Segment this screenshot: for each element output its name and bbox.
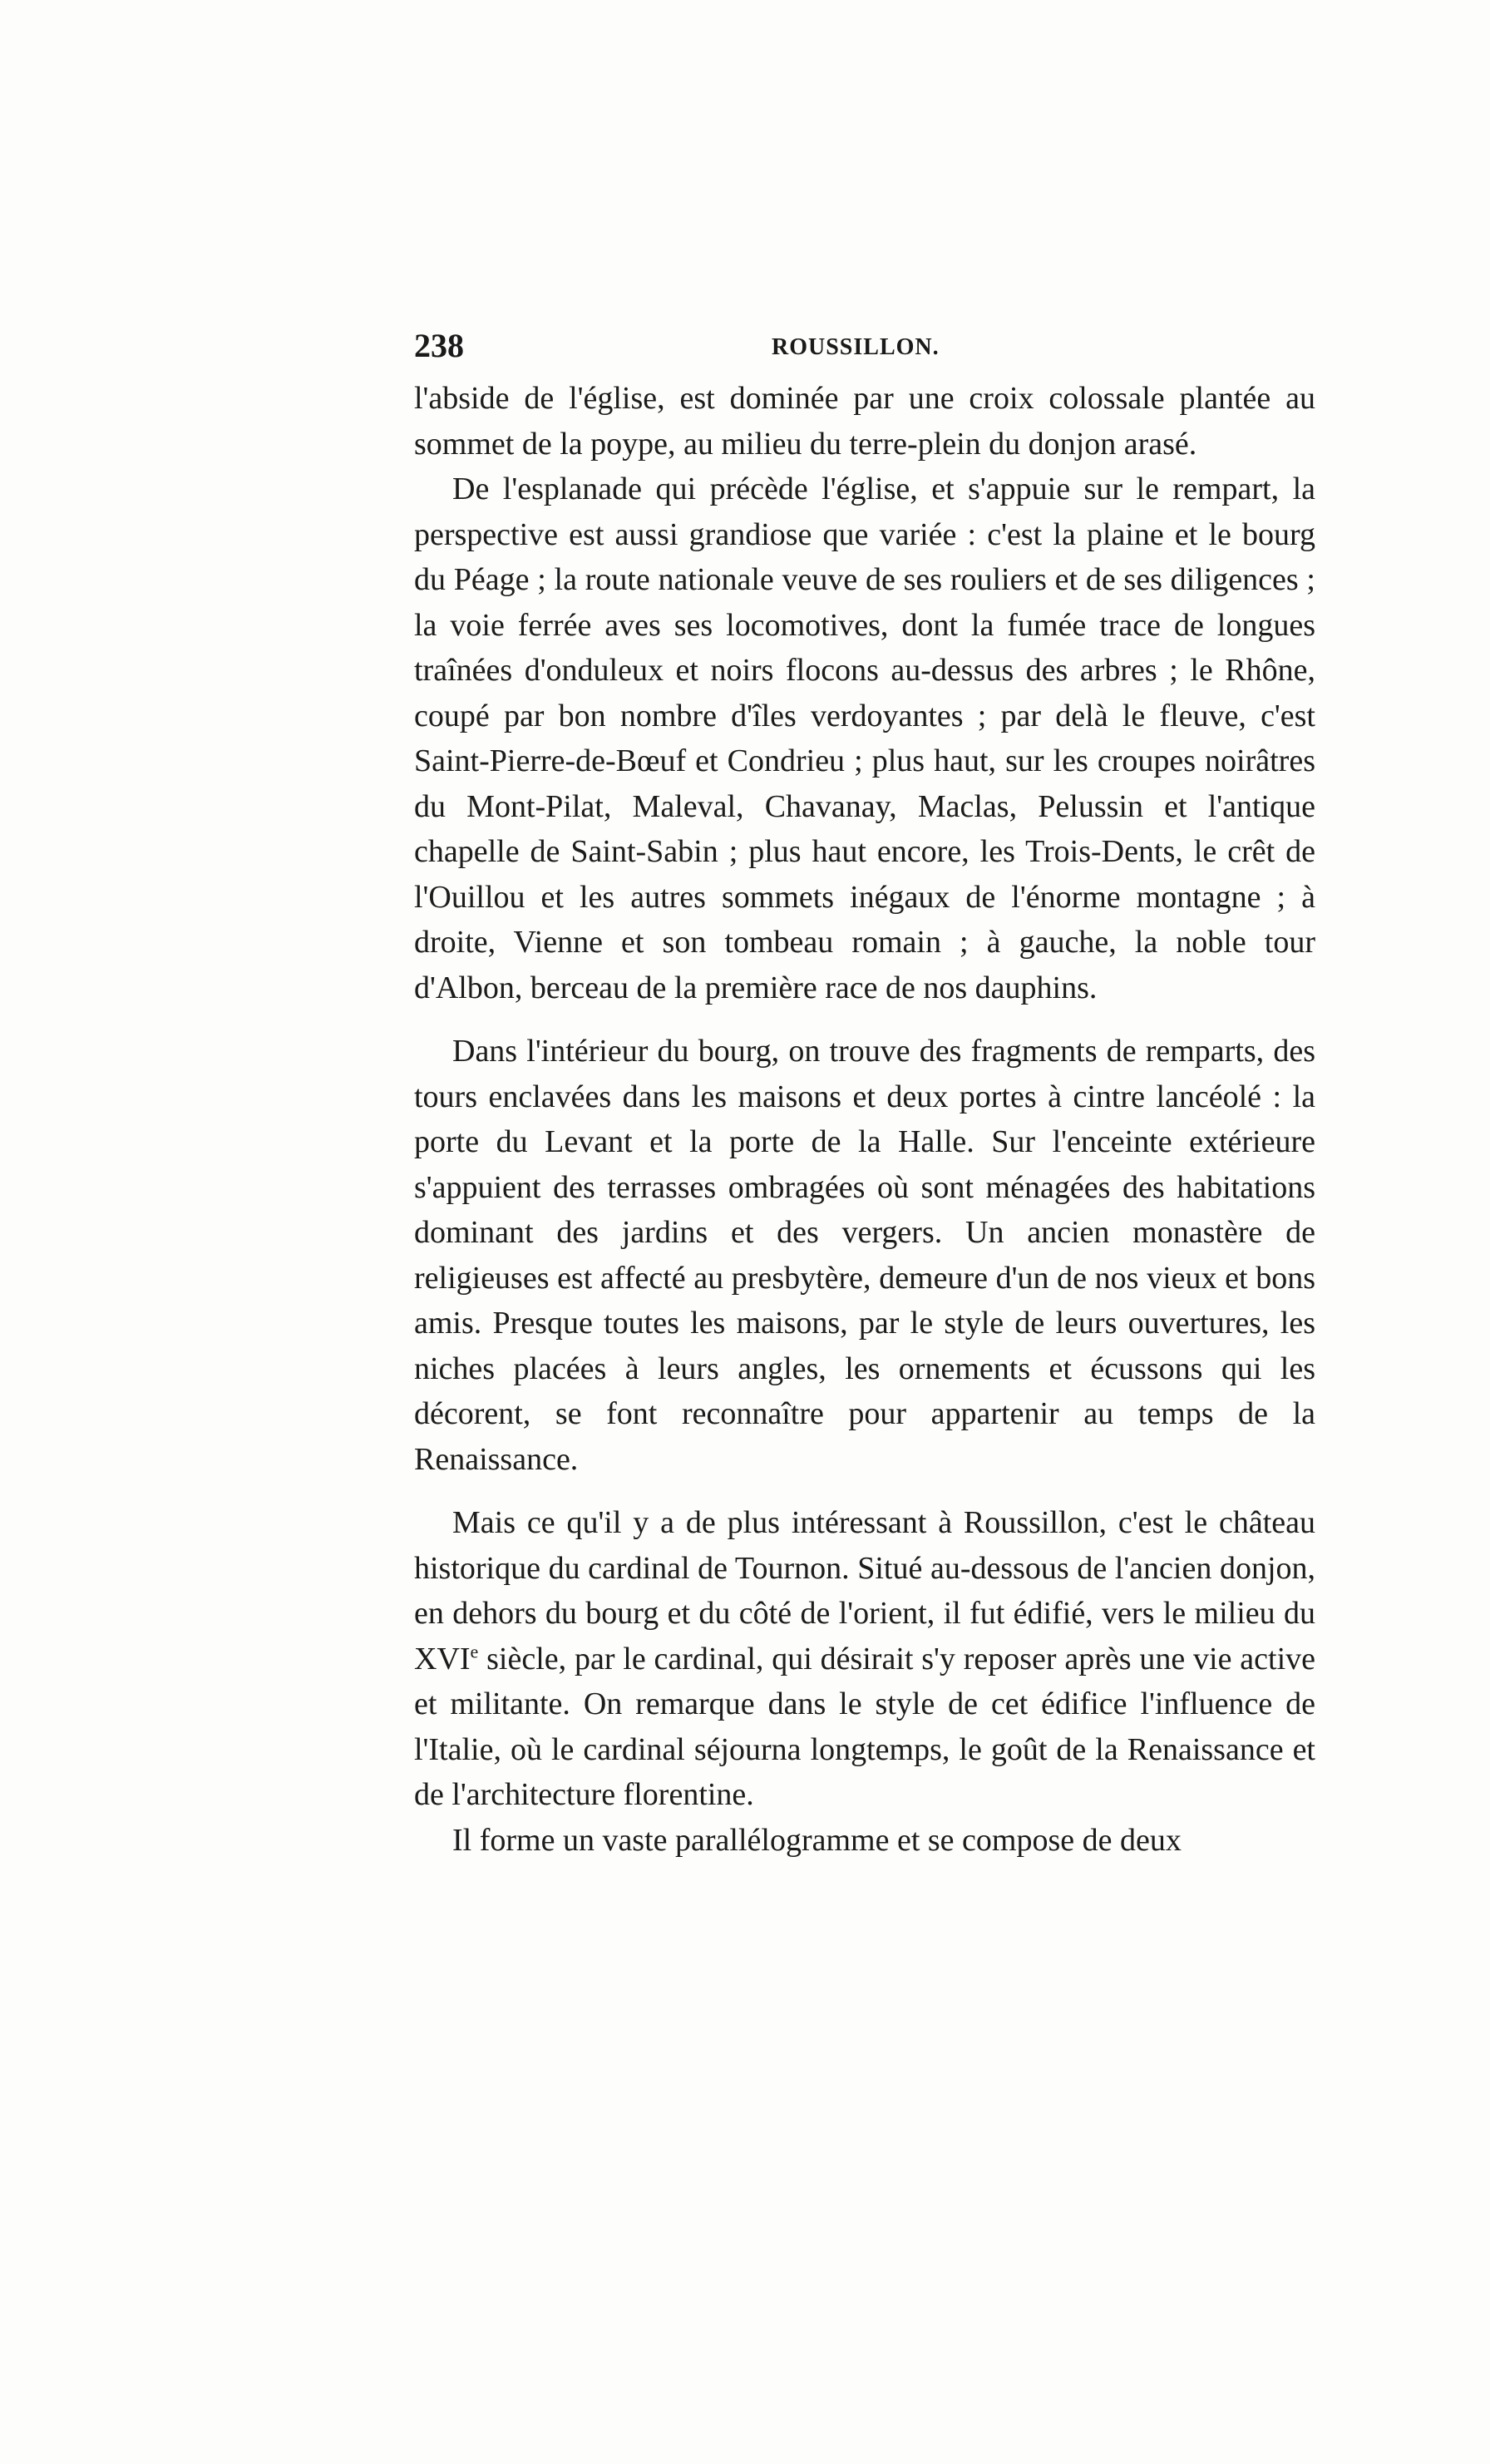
paragraph-bourg: Dans l'intérieur du bourg, on trouve des fragments de remparts, des tours enclavées dans les maisons et deux portes à cintre lancéolé : la porte du Levant et la porte de la Halle. Sur l'enceinte extérieure s'appuient des terrasses ombragées où sont ménagées des habitations dominant des jardins et des vergers. Un ancien monastère de religieuses est affecté au presbytère, demeure d'un de nos vieux et bons amis. Presque toutes les maisons, par le style de leurs ouvertures, les niches placées à leurs angles, les ornements et écussons qui les décorent, se font reconnaître pour appartenir au temps de la Renaissance. [414,1034,1315,1477]
page-number: 238 [414,327,464,364]
paragraph-continuation: l'abside de l'église, est dominée par une croix colossale plantée au sommet de la poype, au milieu du terre-plein du donjon arasé. [414,381,1315,462]
running-head: ROUSSILLON. [772,334,940,360]
body-text [414,376,1315,1863]
paragraph-chateau-part2: siècle, par le cardinal, qui désirait s'y reposer après une vie active et militante. On remarque dans le style de cet édifice l'influence de l'Italie, où le cardinal séjourna longtemps, le goût de la Renaissance et de l'architecture florentine. [414,1641,1315,1812]
paragraph-chateau-part1: Mais ce qu'il y a de plus intéressant à Roussillon, c'est le château historique du cardinal de Tournon. Situé au-dessous de l'ancien donjon, en dehors du bourg et du côté de l'orient, il fut édifié, vers le milieu du XVI [414,1505,1315,1676]
century-superscript: e [470,1640,479,1662]
paragraph-chateau [414,1500,1315,1818]
paragraph-parallelogram: Il forme un vaste parallélogramme et se compose de deux [452,1822,1182,1858]
paragraph-esplanade: De l'esplanade qui précède l'église, et s'appuie sur le rempart, la perspective est aussi grandiose que variée : c'est la plaine et le bourg du Péage ; la route nationale veuve de ses rouliers et de ses diligences ; la voie ferrée aves ses locomotives, dont la fumée trace de longues traînées d'onduleux et noirs flocons au-dessus des arbres ; le Rhône, coupé par bon nombre d'îles verdoyantes ; par delà le fleuve, c'est Saint-Pierre-de-Bœuf et Condrieu ; plus haut, sur les croupes noirâtres du Mont-Pilat, Maleval, Chavanay, Maclas, Pelussin et l'antique chapelle de Saint-Sabin ; plus haut encore, les Trois-Dents, le crêt de l'Ouillou et les autres sommets inégaux de l'énorme montagne ; à droite, Vienne et son tombeau romain ; à gauche, la noble tour d'Albon, berceau de la première race de nos dauphins. [414,472,1315,1005]
page-header [414,326,1315,376]
